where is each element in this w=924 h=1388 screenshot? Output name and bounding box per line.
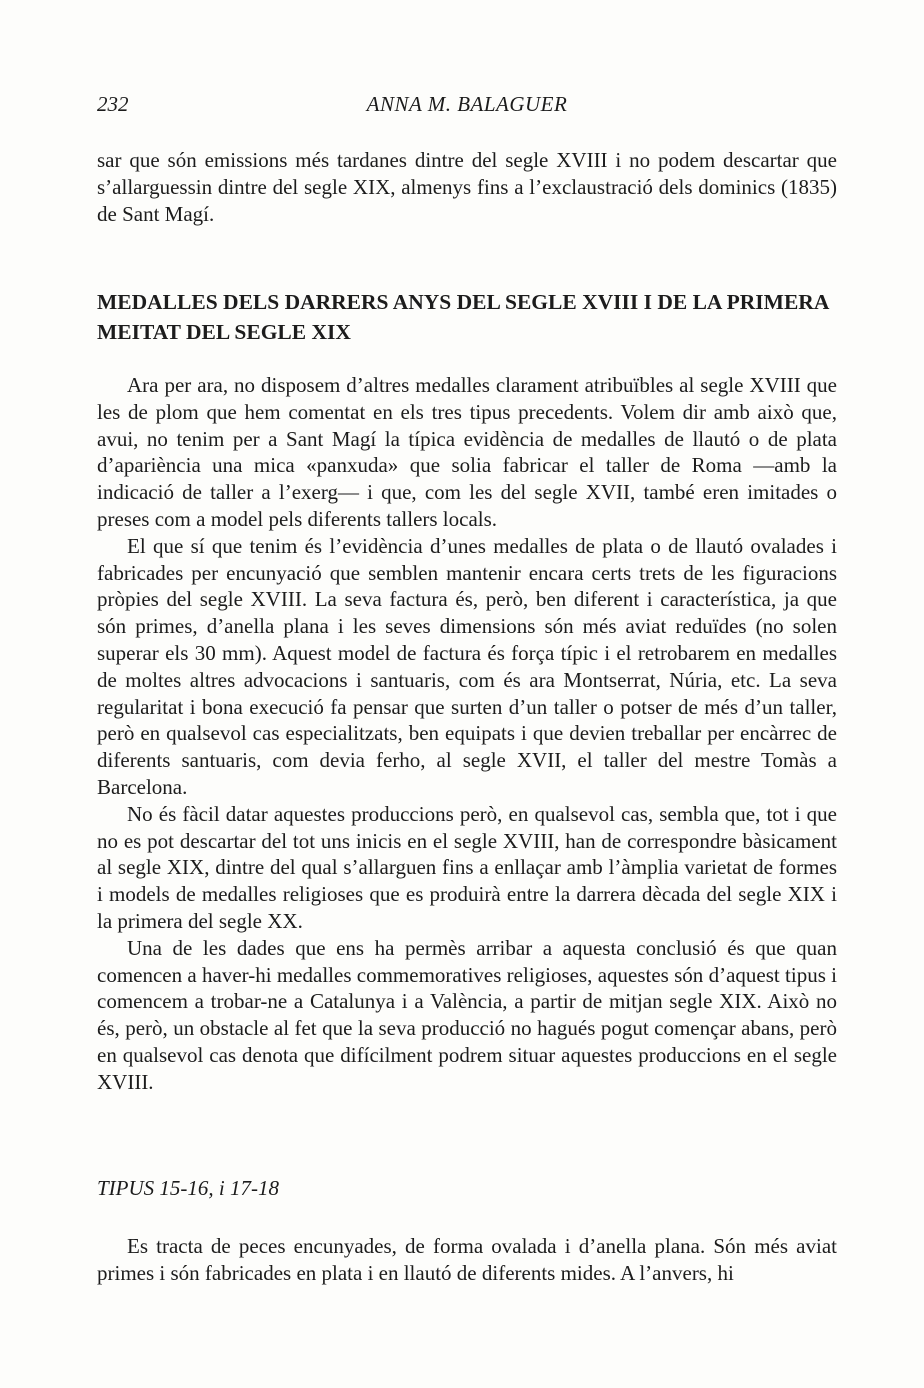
- subsection-body: [97, 1233, 837, 1287]
- running-header: [97, 92, 837, 122]
- body-paragraph-3: No és fàcil datar aquestes produccions però, en qualsevol cas, sembla que, tot i que no es pot descartar del tot uns inicis en el segle XVIII, han de correspondre bàsicament al segle XIX, dintre del qual s’allarguen fins a enllaçar amb l’àmplia varietat de formes i models de medalles religioses que es produirà entre la darrera dècada del segle XIX i la primera del segle XX.: [97, 801, 837, 933]
- section-body: [97, 372, 837, 1096]
- subsection-heading: TIPUS 15-16, i 17-18: [97, 1176, 279, 1200]
- running-head-author: ANNA M. BALAGUER: [366, 92, 568, 116]
- intro-paragraph: sar que són emissions més tardanes dintre del segle XVIII i no podem descartar que s’allarguessin dintre del segle XIX, almenys fins a l’exclaustració dels dominics (1835) de Sant Magí.: [97, 148, 837, 226]
- page-number: 232: [97, 92, 129, 116]
- body-paragraph-2: El que sí que tenim és l’evidència d’unes medalles de plata o de llautó ovalades i fabricades per encunyació que semblen mantenir encara certs trets de les figuracions pròpies del segle XVIII. La seva factura és, però, ben diferent i característica, ja que són primes, d’anella plana i les seves dimensions són més aviat reduïdes (no solen superar els 30 mm). Aquest model de factura és força típic i el retrobarem en medalles de moltes altres advocacions i santuaris, com és ara Montserrat, Núria, etc. La seva regularitat i bona execució fa pensar que surten d’un taller o potser de més d’un taller, però en qualsevol cas especialitzats, ben equipats i que devien treballar per encàrrec de diferents santuaris, com devia ferho, al segle XVII, el taller del mestre Tomàs a Barcelona.: [97, 533, 837, 799]
- body-paragraph-1: Ara per ara, no disposem d’altres medalles clarament atribuïbles al segle XVIII que les de plom que hem comentat en els tres tipus precedents. Volem dir amb això que, avui, no tenim per a Sant Magí la típica evidència de medalles de llautó o de plata d’apariència una mica «panxuda» que solia fabricar el taller de Roma —amb la indicació de taller a l’exerg— i que, com les del segle XVII, també eren imitades o preses com a model pels diferents tallers locals.: [97, 373, 837, 531]
- section-heading: MEDALLES DELS DARRERS ANYS DEL SEGLE XVIII I DE LA PRIMERA MEITAT DEL SEGLE XIX: [97, 290, 829, 344]
- subsection-paragraph: Es tracta de peces encunyades, de forma ovalada i d’anella plana. Són més aviat primes i són fabricades en plata i en llautó de diferents mides. A l’anvers, hi: [97, 1234, 837, 1285]
- body-paragraph-4: Una de les dades que ens ha permès arribar a aquesta conclusió és que quan comencen a haver-hi medalles commemoratives religioses, aquestes són d’aquest tipus i comencem a trobar-ne a Catalunya i a València, a partir de mitjan segle XIX. Això no és, però, un obstacle al fet que la seva producció no hagués pogut començar abans, però en qualsevol cas denota que difícilment podrem situar aquestes produccions en el segle XVIII.: [97, 935, 837, 1094]
- intro-text: [97, 147, 837, 227]
